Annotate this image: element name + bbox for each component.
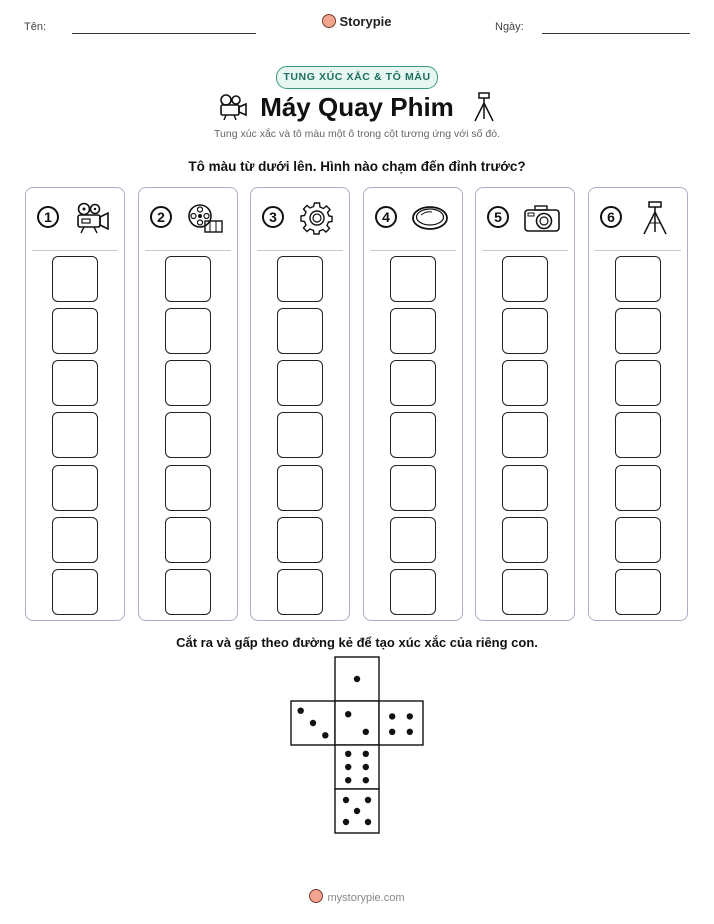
dice-pip (354, 676, 360, 682)
column-4 (363, 187, 463, 621)
color-box[interactable] (390, 308, 436, 354)
color-box[interactable] (52, 360, 98, 406)
column-divider (370, 250, 456, 251)
color-box[interactable] (502, 517, 548, 563)
dice-pip (363, 729, 369, 735)
dice-pip (343, 797, 349, 803)
film-reel-icon (185, 201, 225, 235)
color-box[interactable] (52, 256, 98, 302)
color-box[interactable] (390, 256, 436, 302)
color-box[interactable] (615, 465, 661, 511)
lens-icon (410, 201, 450, 235)
name-line[interactable] (72, 33, 256, 34)
color-box[interactable] (502, 412, 548, 458)
color-box[interactable] (165, 412, 211, 458)
column-header (251, 188, 349, 250)
dice-pip (345, 777, 351, 783)
color-box[interactable] (615, 360, 661, 406)
dice-face-1 (335, 657, 379, 701)
instruction: Tô màu từ dưới lên. Hình nào chạm đến đỉnh trước? (188, 159, 526, 174)
color-box[interactable] (277, 412, 323, 458)
dice-pip (322, 732, 328, 738)
dice-pip (407, 729, 413, 735)
name-label: Tên: (24, 21, 47, 33)
cut-instruction: Cắt ra và gấp theo đường kẻ để tạo xúc xắc của riêng con. (176, 635, 538, 650)
column-2 (138, 187, 238, 621)
dice-pip (363, 764, 369, 770)
column-number: 2 (150, 206, 172, 228)
tripod-icon (635, 201, 675, 235)
dice-pip (310, 720, 316, 726)
column-header (26, 188, 124, 250)
column-header (364, 188, 462, 250)
title-tripod-icon (470, 91, 498, 123)
column-number: 4 (375, 206, 397, 228)
dice-pip (345, 711, 351, 717)
dice-pip (343, 819, 349, 825)
dice-face-2 (335, 701, 379, 745)
color-box[interactable] (165, 465, 211, 511)
color-box[interactable] (165, 360, 211, 406)
color-box[interactable] (277, 308, 323, 354)
dice-pip (297, 707, 303, 713)
color-box[interactable] (390, 412, 436, 458)
color-box[interactable] (615, 412, 661, 458)
dice-face-5 (335, 789, 379, 833)
dice-pip (363, 777, 369, 783)
column-header (476, 188, 574, 250)
subtitle: Tung xúc xắc và tô màu một ô trong cột tương ứng với số đó. (214, 128, 500, 140)
dice-pip (365, 819, 371, 825)
color-box[interactable] (502, 569, 548, 615)
brand (0, 14, 714, 29)
color-box[interactable] (277, 517, 323, 563)
color-box[interactable] (390, 360, 436, 406)
footer-url[interactable]: mystorypie.com (327, 892, 405, 904)
color-box[interactable] (390, 569, 436, 615)
dice-face-3 (291, 701, 335, 745)
column-1 (25, 187, 125, 621)
column-divider (32, 250, 118, 251)
column-3 (250, 187, 350, 621)
column-divider (257, 250, 343, 251)
column-5 (475, 187, 575, 621)
color-box[interactable] (502, 256, 548, 302)
color-box[interactable] (502, 308, 548, 354)
dice-pip (365, 797, 371, 803)
date-line[interactable] (542, 33, 690, 34)
column-divider (595, 250, 681, 251)
color-box[interactable] (52, 517, 98, 563)
color-box[interactable] (277, 256, 323, 302)
color-box[interactable] (52, 569, 98, 615)
movie-camera-icon (72, 201, 112, 235)
color-box[interactable] (615, 308, 661, 354)
dice-pip (363, 751, 369, 757)
color-box[interactable] (277, 360, 323, 406)
dice-pip (389, 729, 395, 735)
storypie-logo-icon (322, 14, 336, 28)
color-box[interactable] (390, 465, 436, 511)
color-box[interactable] (390, 517, 436, 563)
footer (0, 889, 714, 904)
dice-pip (407, 713, 413, 719)
dice-pip (389, 713, 395, 719)
activity-badge: TUNG XÚC XẮC & TÔ MÀU (276, 66, 438, 89)
storypie-logo-icon (309, 889, 323, 903)
color-box[interactable] (502, 465, 548, 511)
color-box[interactable] (52, 308, 98, 354)
photo-camera-icon (522, 201, 562, 235)
color-box[interactable] (52, 412, 98, 458)
column-number: 3 (262, 206, 284, 228)
date-label: Ngày: (495, 21, 524, 33)
column-number: 6 (600, 206, 622, 228)
color-box[interactable] (165, 256, 211, 302)
column-divider (482, 250, 568, 251)
color-box[interactable] (615, 256, 661, 302)
color-box[interactable] (165, 517, 211, 563)
dice-face-4 (379, 701, 423, 745)
column-header (589, 188, 687, 250)
color-box[interactable] (277, 465, 323, 511)
color-box[interactable] (502, 360, 548, 406)
page-title: Máy Quay Phim (260, 92, 454, 122)
gear-icon (297, 201, 337, 235)
dice-pip (354, 808, 360, 814)
color-box[interactable] (52, 465, 98, 511)
column-6 (588, 187, 688, 621)
color-box[interactable] (165, 569, 211, 615)
color-box[interactable] (277, 569, 323, 615)
dice-pip (345, 764, 351, 770)
column-header (139, 188, 237, 250)
column-number: 1 (37, 206, 59, 228)
column-number: 5 (487, 206, 509, 228)
brand-text: Storypie (339, 14, 392, 29)
color-box[interactable] (615, 517, 661, 563)
dice-pip (345, 751, 351, 757)
dice-face-6 (335, 745, 379, 789)
color-box[interactable] (615, 569, 661, 615)
column-divider (145, 250, 231, 251)
color-box[interactable] (165, 308, 211, 354)
